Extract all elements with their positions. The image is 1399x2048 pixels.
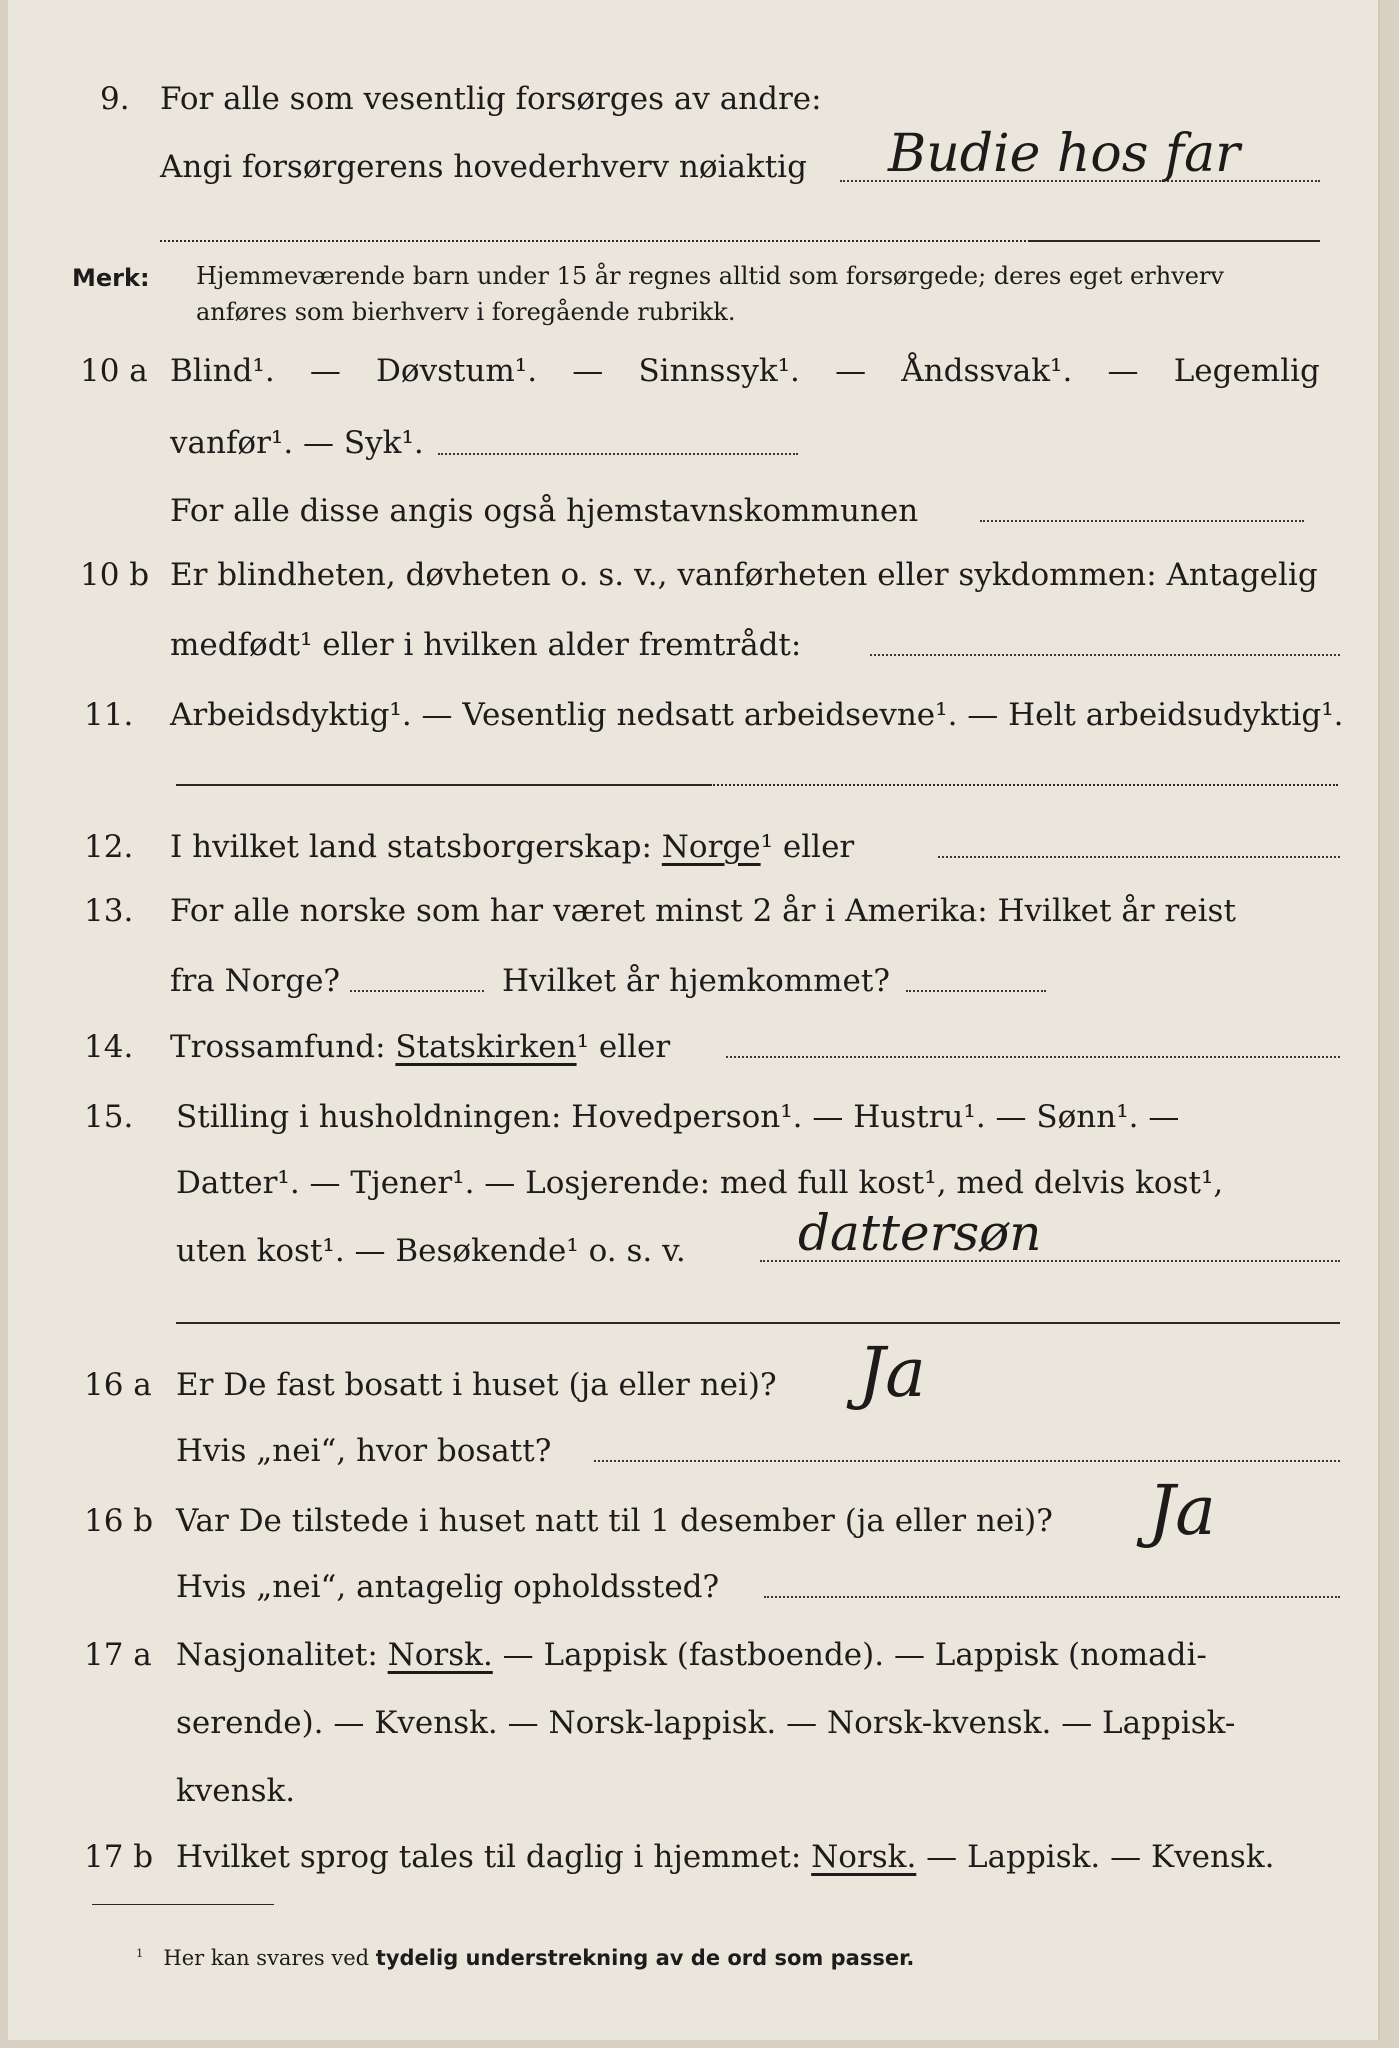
q17a-norsk-underlined: Norsk. bbox=[387, 1637, 493, 1673]
q16a-handwritten-answer: Ja bbox=[858, 1334, 926, 1413]
q16b-number: 16 b bbox=[84, 1503, 154, 1539]
q16b-handwritten-answer: Ja bbox=[1148, 1472, 1216, 1551]
q10a-dash-4: — bbox=[1107, 353, 1139, 389]
q12-number: 12. bbox=[84, 829, 134, 865]
q17a-number: 17 a bbox=[84, 1637, 152, 1673]
q17b-suffix: — Lappisk. — Kvensk. bbox=[926, 1839, 1275, 1875]
q9-number: 9. bbox=[100, 81, 130, 117]
merk-label: Merk: bbox=[72, 264, 150, 292]
q10a-item-dovstum: Døvstum¹. bbox=[376, 353, 538, 389]
q10a-line2: vanfør¹. — Syk¹. bbox=[170, 425, 424, 461]
q17a-line1-rest: — Lappisk (fastboende). — Lappisk (nomadi- bbox=[502, 1637, 1207, 1673]
q14-answer-line bbox=[726, 1056, 1340, 1058]
q10a-item-andssvak: Åndssvak¹. bbox=[901, 353, 1073, 389]
q10b-line2: medfødt¹ eller i hvilken alder fremtrådt: bbox=[170, 627, 802, 663]
q13-number: 13. bbox=[84, 893, 134, 929]
q9-extra-line-a bbox=[160, 240, 1030, 242]
q17a-prefix: Nasjonalitet: bbox=[176, 1637, 378, 1673]
q11-number: 11. bbox=[84, 697, 134, 733]
q17a-line1 bbox=[176, 1637, 1207, 1673]
form-page bbox=[8, 0, 1380, 2040]
q15-handwritten-answer: dattersøn bbox=[798, 1204, 1042, 1262]
q14-number: 14. bbox=[84, 1029, 134, 1065]
q16a-number: 16 a bbox=[84, 1367, 152, 1403]
q17b-number: 17 b bbox=[84, 1839, 154, 1875]
q10a-line3: For alle disse angis også hjemstavnskommunen bbox=[170, 493, 919, 529]
q15-line3: uten kost¹. — Besøkende¹ o. s. v. bbox=[176, 1233, 686, 1269]
footnote-text-plain: Her kan svares ved bbox=[163, 1946, 370, 1970]
q9-handwritten-answer: Budie hos far bbox=[888, 124, 1241, 184]
q15-line1: Stilling i husholdningen: Hovedperson¹. — Hustru¹. — Sønn¹. — bbox=[176, 1099, 1180, 1135]
q17b-line bbox=[176, 1839, 1275, 1875]
merk-line1: Hjemmeværende barn under 15 år regnes alltid som forsørgede; deres eget erhverv bbox=[196, 262, 1224, 290]
q17a-line3: kvensk. bbox=[176, 1773, 296, 1809]
q12-norge-underlined: Norge bbox=[661, 829, 761, 865]
q10a-syk-answer-line bbox=[438, 453, 798, 455]
merk-line2: anføres som bierhverv i foregående rubrikk. bbox=[196, 298, 736, 326]
q11-rule-a bbox=[176, 784, 710, 786]
q11-line1: Arbeidsdyktig¹. — Vesentlig nedsatt arbeidsevne¹. — Helt arbeidsudyktig¹. bbox=[170, 697, 1344, 733]
footnote bbox=[136, 1948, 914, 1969]
q16b-line1: Var De tilstede i huset natt til 1 desember (ja eller nei)? bbox=[176, 1503, 1053, 1539]
q13-reist-answer-line bbox=[350, 990, 484, 992]
q15-rule bbox=[176, 1322, 1340, 1324]
q16a-bosatt-answer-line bbox=[594, 1460, 1340, 1462]
q12-prefix: I hvilket land statsborgerskap: bbox=[170, 829, 652, 865]
q10b-number: 10 b bbox=[80, 557, 150, 593]
q10a-dash-3: — bbox=[835, 353, 867, 389]
q11-rule-b bbox=[710, 784, 1338, 786]
q12-line bbox=[170, 829, 855, 865]
q12-suffix: ¹ eller bbox=[760, 829, 855, 865]
q10a-kommune-answer-line bbox=[980, 520, 1304, 522]
q9-line1: For alle som vesentlig forsørges av andre: bbox=[160, 81, 822, 117]
q10a-dash-1: — bbox=[309, 353, 341, 389]
q10a-dash-2: — bbox=[572, 353, 604, 389]
q16a-line1: Er De fast bosatt i huset (ja eller nei)? bbox=[176, 1367, 777, 1403]
q17b-prefix: Hvilket sprog tales til daglig i hjemmet: bbox=[176, 1839, 802, 1875]
footnote-text-bold: tydelig understrekning av de ord som passer. bbox=[375, 1946, 915, 1970]
q14-line bbox=[170, 1029, 671, 1065]
q10a-item-sinnssyk: Sinnssyk¹. bbox=[638, 353, 800, 389]
q10a-line1 bbox=[170, 353, 1320, 389]
q10b-line1: Er blindheten, døvheten o. s. v., vanførheten eller sykdommen: Antagelig bbox=[170, 557, 1318, 593]
q13-line2b: Hvilket år hjemkommet? bbox=[502, 963, 890, 999]
q14-prefix: Trossamfund: bbox=[170, 1029, 386, 1065]
q13-line1: For alle norske som har været minst 2 år i Amerika: Hvilket år reist bbox=[170, 893, 1236, 929]
q16b-line2: Hvis „nei“, antagelig opholdssted? bbox=[176, 1569, 720, 1605]
q17b-norsk-underlined: Norsk. bbox=[811, 1839, 917, 1875]
q10a-number: 10 a bbox=[80, 353, 148, 389]
q10a-item-legemlig: Legemlig bbox=[1173, 353, 1320, 389]
q9-extra-line-b bbox=[1030, 240, 1320, 242]
q16b-opholdssted-answer-line bbox=[764, 1596, 1340, 1598]
footnote-mark: 1 bbox=[136, 1946, 144, 1960]
q13-line2a: fra Norge? bbox=[170, 963, 341, 999]
q10a-item-blind: Blind¹. bbox=[170, 353, 275, 389]
q12-answer-line bbox=[938, 856, 1340, 858]
q16a-line2: Hvis „nei“, hvor bosatt? bbox=[176, 1433, 552, 1469]
q13-hjemkommet-answer-line bbox=[906, 990, 1046, 992]
q15-line2: Datter¹. — Tjener¹. — Losjerende: med full kost¹, med delvis kost¹, bbox=[176, 1165, 1224, 1201]
q14-suffix: ¹ eller bbox=[576, 1029, 671, 1065]
q17a-line2: serende). — Kvensk. — Norsk-lappisk. — Norsk-kvensk. — Lappisk- bbox=[176, 1705, 1236, 1741]
q10b-answer-line bbox=[870, 654, 1340, 656]
q15-number: 15. bbox=[84, 1099, 134, 1135]
q9-line2: Angi forsørgerens hovederhverv nøiaktig bbox=[160, 149, 807, 185]
footnote-rule bbox=[92, 1904, 274, 1905]
q14-statskirken-underlined: Statskirken bbox=[395, 1029, 577, 1065]
